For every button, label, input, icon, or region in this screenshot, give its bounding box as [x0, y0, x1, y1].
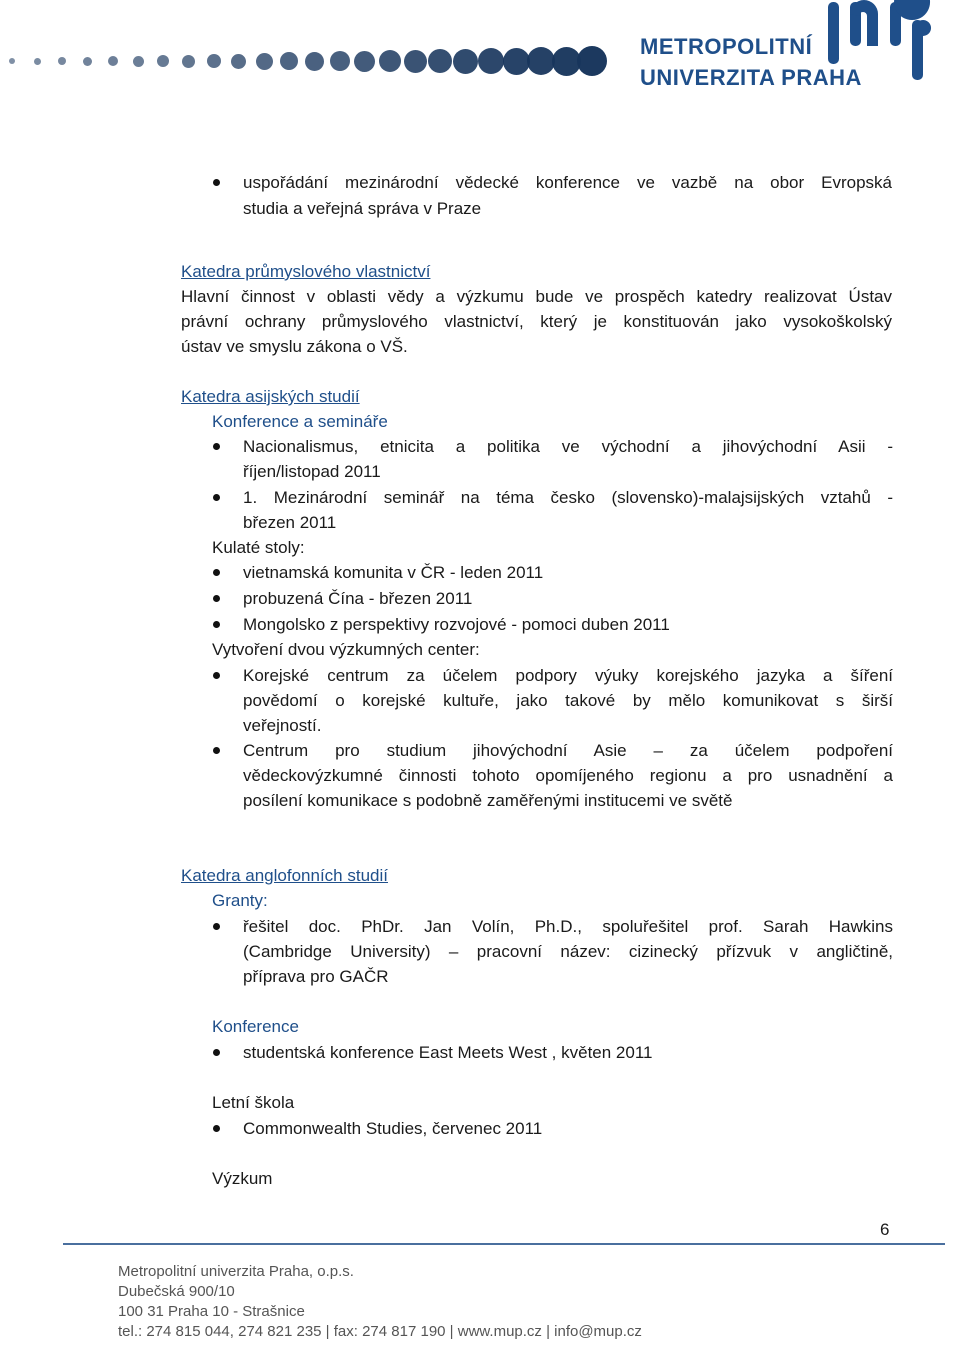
bullet-text-line: veřejností.	[243, 716, 322, 735]
logo-title-line1: METROPOLITNÍ	[640, 34, 813, 59]
subheading-granty: Granty:	[212, 891, 268, 910]
logo-title-line2: UNIVERZITA PRAHA	[640, 65, 862, 90]
bullet-text-line: Mongolsko z perspektivy rozvojové - pomoci duben 2011	[243, 615, 670, 634]
bullet-dot	[213, 747, 220, 754]
header-dot	[379, 50, 401, 72]
section-heading-prumysl: Katedra průmyslového vlastnictví	[181, 262, 431, 281]
header-dot	[182, 55, 195, 68]
bullet-text-line: říjen/listopad 2011	[243, 462, 381, 481]
bullet-text-line: vietnamská komunita v ČR - leden 2011	[243, 563, 544, 582]
header-dot-pattern	[0, 45, 610, 77]
header-dot	[157, 55, 169, 67]
bullet-text-line: uspořádání mezinárodní vědecké konference ve vazbě na obor Evropská	[243, 173, 892, 192]
bullet-text-line: březen 2011	[243, 513, 337, 532]
bullet-text-line: Nacionalismus, etnicita a politika ve východní a jihovýchodní Asii -	[243, 437, 893, 456]
header-dot	[231, 54, 246, 69]
paragraph-line: Hlavní činnost v oblasti vědy a výzkumu bude ve prospěch katedry realizovat Ústav	[181, 287, 892, 306]
bullet-text-line: (Cambridge University) – pracovní název: cizinecký přízvuk v angličtině,	[243, 942, 893, 961]
header-dot	[404, 50, 427, 73]
header-dot	[83, 57, 92, 66]
header-dot	[133, 56, 144, 67]
header-dot	[280, 52, 298, 70]
header-dot	[9, 58, 15, 64]
footer-line: tel.: 274 815 044, 274 821 235 | fax: 274 817 190 | www.mup.cz | info@mup.cz	[118, 1323, 642, 1340]
bullet-text-line: povědomí o korejské kultuře, jako takové by mělo komunikovat s širší	[243, 691, 893, 710]
header-dot	[207, 54, 221, 68]
subheading-konference: Konference	[212, 1017, 299, 1036]
bullet-dot	[213, 1125, 220, 1132]
section-heading-anglo: Katedra anglofonních studií	[181, 866, 388, 885]
header-dot	[577, 46, 607, 76]
bullet-text-line: studentská konference East Meets West , květen 2011	[243, 1043, 653, 1062]
bullet-dot	[213, 595, 220, 602]
footer-line: 100 31 Praha 10 - Strašnice	[118, 1303, 305, 1320]
bullet-text-line: Commonwealth Studies, červenec 2011	[243, 1119, 543, 1138]
header-dot	[58, 57, 66, 65]
header-dot	[305, 52, 324, 71]
bullet-text-line: vědeckovýzkumné činnosti tohoto opomíjeného regionu a pro usnadnění a	[243, 766, 893, 785]
paragraph-line: ústav ve smyslu zákona o VŠ.	[181, 337, 408, 356]
bullet-text-line: příprava pro GAČR	[243, 967, 389, 986]
bullet-text-line: studia a veřejná správa v Praze	[243, 199, 482, 218]
subheading-kulate-stoly: Kulaté stoly:	[212, 538, 305, 557]
header-dot	[478, 48, 504, 74]
bullet-text-line: Korejské centrum za účelem podpory výuky korejského jazyka a šíření	[243, 666, 893, 685]
subheading-vyzkum: Výzkum	[212, 1169, 273, 1188]
header-dot	[330, 51, 350, 71]
subheading-letni-skola: Letní škola	[212, 1093, 295, 1112]
bullet-dot	[213, 569, 220, 576]
bullet-text-line: řešitel doc. PhDr. Jan Volín, Ph.D., spoluřešitel prof. Sarah Hawkins	[243, 917, 893, 936]
bullet-dot	[213, 179, 220, 186]
header-dot	[428, 49, 452, 73]
header-dot	[34, 58, 41, 65]
footer-line: Metropolitní univerzita Praha, o.p.s.	[118, 1263, 354, 1280]
subheading-vytvoreni-center: Vytvoření dvou výzkumných center:	[212, 640, 480, 659]
subheading-konference-seminare: Konference a semináře	[212, 412, 388, 431]
bullet-text-line: 1. Mezinárodní seminář na téma česko (slovensko)-malajsijských vztahů -	[243, 488, 893, 507]
page-number: 6	[880, 1220, 890, 1239]
section-heading-asij: Katedra asijských studií	[181, 387, 360, 406]
header-dot	[527, 47, 555, 75]
bullet-text-line: probuzená Čína - březen 2011	[243, 589, 473, 608]
footer-divider	[63, 1243, 945, 1245]
bullet-dot	[213, 621, 220, 628]
bullet-text-line: posílení komunikace s podobně zaměřenými institucemi ve světě	[243, 791, 733, 810]
header-dot	[108, 56, 118, 66]
header-dot	[503, 48, 530, 75]
bullet-dot	[213, 672, 220, 679]
header-dot	[354, 51, 375, 72]
paragraph-line: právní ochrany průmyslového vlastnictví, který je konstituován jako vysokoškolský	[181, 312, 892, 331]
bullet-dot	[213, 443, 220, 450]
header-dot	[256, 53, 273, 70]
header-dot	[453, 49, 478, 74]
bullet-dot	[213, 923, 220, 930]
bullet-text-line: Centrum pro studium jihovýchodní Asie – za účelem podpoření	[243, 741, 893, 760]
bullet-dot	[213, 494, 220, 501]
bullet-dot	[213, 1049, 220, 1056]
footer-line: Dubečská 900/10	[118, 1283, 235, 1300]
